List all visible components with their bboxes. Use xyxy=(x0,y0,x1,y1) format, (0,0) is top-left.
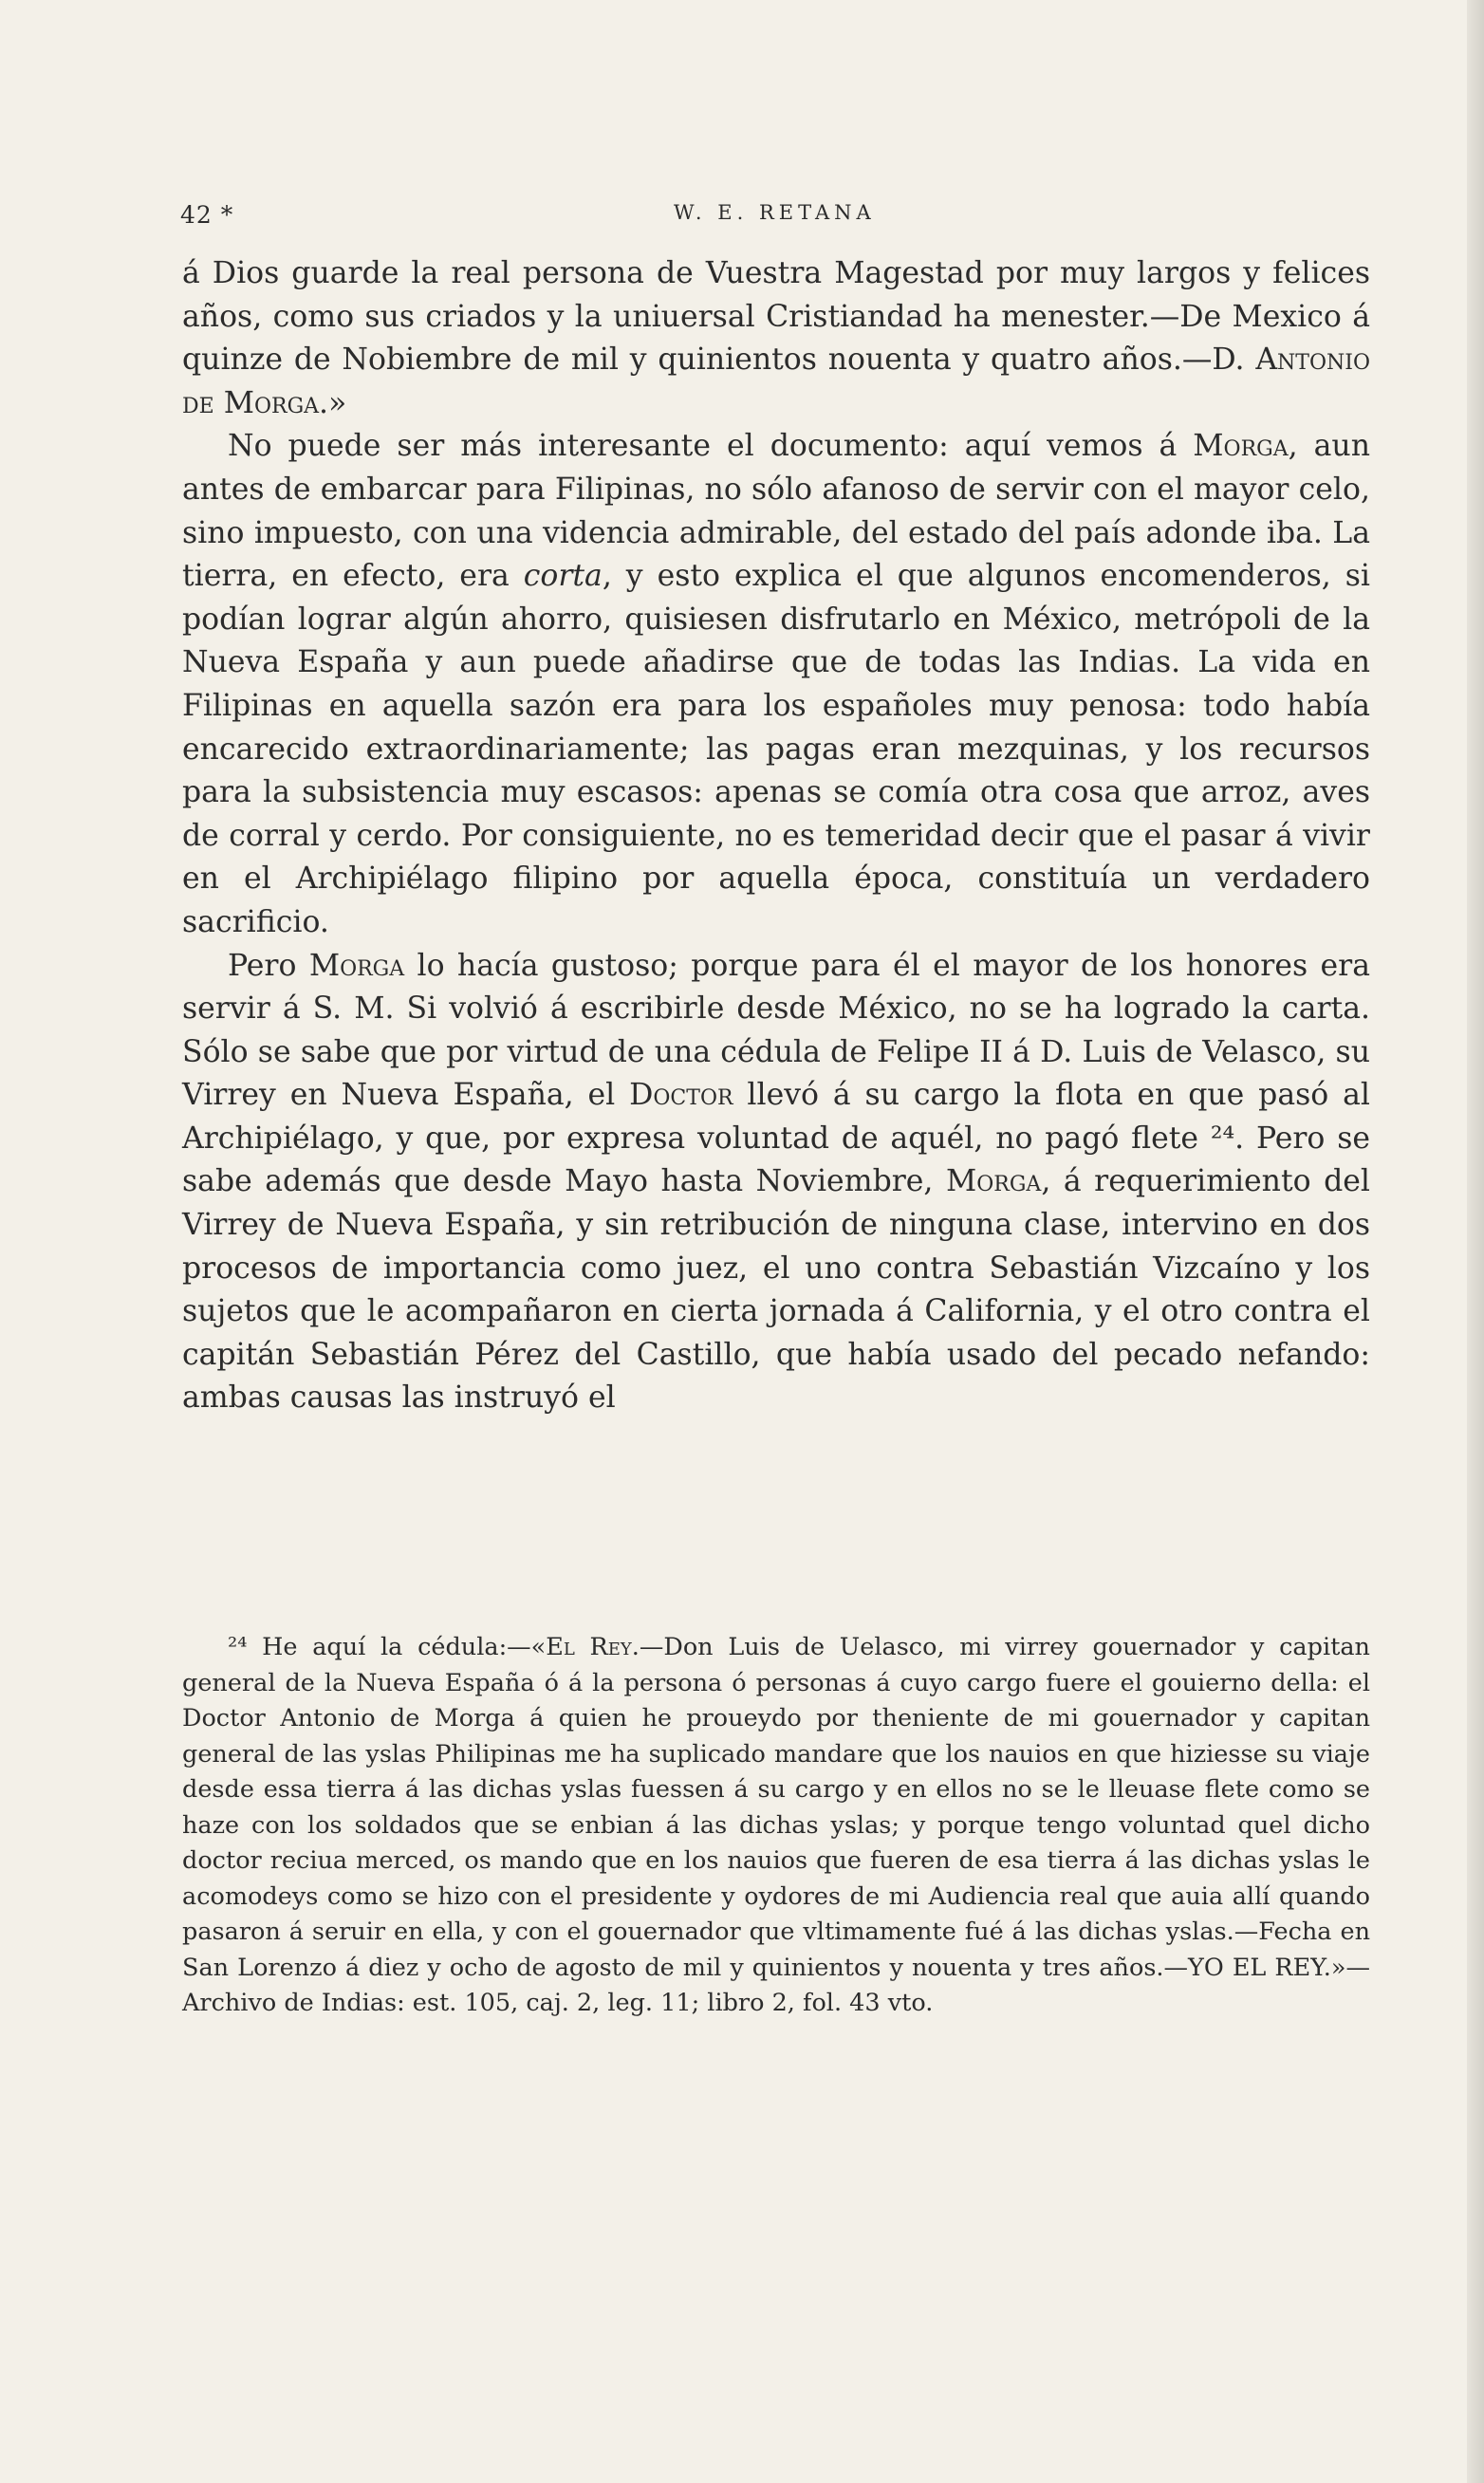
paragraph-3 xyxy=(182,945,1370,1421)
name-morga: Morga xyxy=(1193,429,1289,464)
footnote-24 xyxy=(182,1630,1370,2022)
page-number: 42 * xyxy=(180,201,234,229)
paragraph-3-part-b: llevó á su cargo la flota en que pasó al Archipiélago, y que, por expresa voluntad de aquél, no pagó flete ²⁴. Pero se sabe además que desde Mayo hasta Noviembre, xyxy=(182,1078,1370,1199)
footnote xyxy=(182,1630,1370,2022)
paragraph-1 xyxy=(182,252,1370,425)
signature-name: Antonio de Morga xyxy=(182,343,1370,420)
paragraph-1-text: á Dios guarde la real persona de Vuestra Magestad por muy largos y felices años, como sus criados y la uniuersal Cristiandad ha menester.—De Mexico á quinze de Nobiembre de mil y quinientos nouenta y quatro años.—D. xyxy=(182,256,1370,378)
paragraph-2-start: No puede ser más interesante el documento: aquí vemos á xyxy=(228,429,1194,464)
paragraph-3-part-c: , á requerimiento del Virrey de Nueva España, y sin retribución de ninguna clase, intervino en dos procesos de importancia como juez, el uno contra Sebastián Vizcaíno y los sujetos que le acompañaron en cierta jornada á California, y el otro contra el capitán Sebastián Pérez del Castillo, que había usado del pecado nefando: ambas causas las instruyó el xyxy=(182,1164,1370,1416)
footnote-body: .—Don Luis de Uelasco, mi virrey gouernador y capitan general de la Nueva España ó á la persona ó personas á cuyo cargo fuere el gouierno della: el Doctor Antonio de Morga á quien he proueydo por theniente de mi gouernador y capitan general de las yslas Philipinas me ha suplicado mandare que los nauios en que hiziesse su viaje desde essa tierra á las dichas yslas fuessen á su cargo y en ellos no se le lleuase flete como se haze con los soldados que se enbian á las dichas yslas; y porque tengo voluntad quel dicho doctor reciua merced, os mando que en los nauios que fueren de esa tierra á las dichas yslas le acomodeys como se hizo con el presidente y oydores de mi Audiencia real que auia allí quando pasaron á seruir en ella, y con el gouernador que vltimamente fué á las dichas yslas.—Fecha en San Lorenzo á diez y ocho de agosto de mil y quinientos y nouenta y tres años.—YO EL REY.»—Archivo de Indias: est. 105, caj. 2, leg. 11; libro 2, fol. 43 vto. xyxy=(182,1633,1370,2017)
paragraph-2-end: , y esto explica el que algunos encomenderos, si podían lograr algún ahorro, quisiesen disfrutarlo en México, metrópoli de la Nueva España y aun puede añadirse que de todas las Indias. La vida en Filipinas en aquella sazón era para los españoles muy penosa: todo había encarecido extraordinariamente; las pagas eran mezquinas, y los recursos para la subsistencia muy escasos: apenas se comía otra cosa que arroz, aves de corral y cerdo. Por consiguiente, no es temeridad decir que el pasar á vivir en el Archipiélago filipino por aquella época, constituía un verdadero sacrificio. xyxy=(182,559,1370,939)
paragraph-3-start: Pero xyxy=(228,948,309,983)
body-text xyxy=(182,252,1370,1420)
page-header xyxy=(180,201,1385,239)
footnote-start: ²⁴ He aquí la cédula:—« xyxy=(228,1633,547,1661)
el-rey: El Rey xyxy=(546,1633,632,1661)
italic-word: corta xyxy=(523,559,603,594)
page-edge xyxy=(1467,0,1484,2483)
running-head: W. E. RETANA xyxy=(674,201,876,224)
paragraph-1-end: .» xyxy=(319,385,347,420)
name-morga: Morga xyxy=(308,948,405,983)
title-doctor: Doctor xyxy=(629,1078,733,1113)
paragraph-2-mid: , aun antes de embarcar para Filipinas, no sólo afanoso de servir con el mayor celo, sino impuesto, con una videncia admirable, del estado del país adonde iba. La tierra, en efecto, era xyxy=(182,429,1370,594)
paragraph-3-part-a: lo hacía gustoso; porque para él el mayor de los honores era servir á S. M. Si volvió á escribirle desde México, no se ha logrado la carta. Sólo se sabe que por virtud de una cédula de Felipe II á D. Luis de Velasco, su Virrey en Nueva España, el xyxy=(182,948,1371,1113)
paragraph-2 xyxy=(182,425,1370,944)
name-morga: Morga xyxy=(945,1164,1042,1199)
